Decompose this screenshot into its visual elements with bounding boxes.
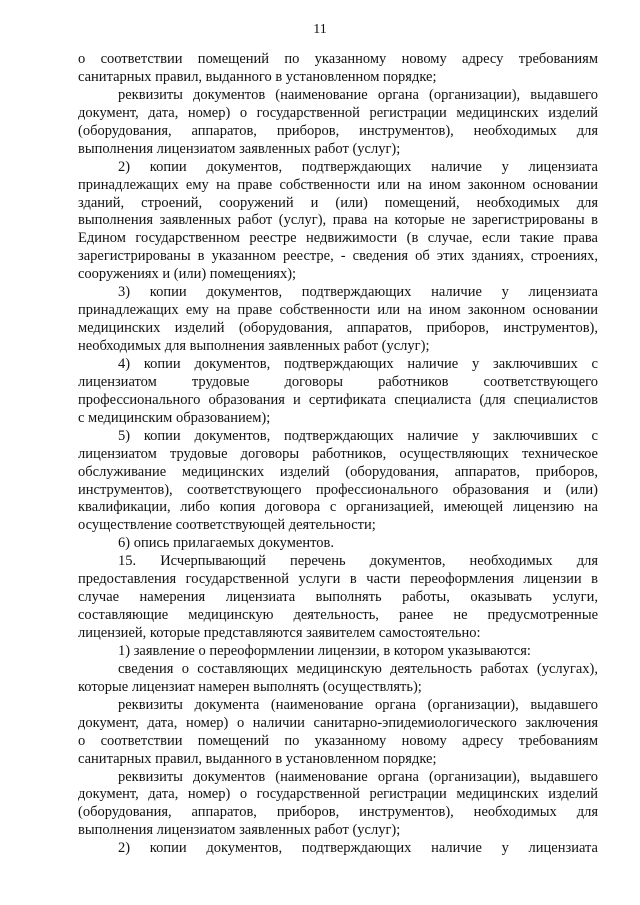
text-line: о соответствии помещений по указанному новому адресу требованиям (78, 732, 598, 749)
text-line: медицинских изделий (оборудования, аппаратов, приборов, инструментов), (78, 320, 598, 337)
text-line: документ, дата, номер) о государственной регистрации медицинских изделий (78, 786, 598, 803)
text-line: которые лицензиат намерен выполнять (осуществлять); (78, 678, 422, 695)
text-line: предоставления государственной услуги в части переоформления лицензии в (78, 571, 598, 588)
text-line: выполнения лицензиатом заявленных работ (услуг); (78, 140, 401, 157)
document-body (78, 51, 598, 858)
text-line: принадлежащих ему на праве собственности или на ином законном основании (78, 302, 598, 319)
text-line: (оборудования, аппаратов, приборов, инструментов), необходимых для (78, 122, 598, 139)
text-line: лицензиатом трудовые договоры работников соответствующего (78, 373, 598, 390)
text-line: 1) заявление о переоформлении лицензии, в котором указываются: (118, 642, 531, 659)
text-line: документ, дата, номер) о государственной регистрации медицинских изделий (78, 104, 598, 121)
text-line: с медицинским образованием); (78, 409, 271, 426)
text-line: 2) копии документов, подтверждающих наличие у лицензиата (118, 158, 598, 175)
text-line: зданий, строений, сооружений и (или) помещений, необходимых для (78, 194, 598, 211)
page-number: 11 (313, 22, 327, 37)
text-line: лицензиатом трудовые договоры работников, осуществляющих техническое (78, 445, 598, 462)
text-line: реквизиты документа (наименование органа (организации), выдавшего (118, 696, 598, 713)
text-line: инструментов), соответствующего профессионального образования и (или) (78, 481, 598, 498)
text-line: 5) копии документов, подтверждающих наличие у заключивших с (118, 427, 598, 444)
text-line: (оборудования, аппаратов, приборов, инструментов), необходимых для (78, 804, 598, 821)
text-line: санитарных правил, выданного в установленном порядке; (78, 68, 437, 85)
text-line: документ, дата, номер) о наличии санитарно-эпидемиологического заключения (78, 714, 598, 731)
text-line: случае намерения лицензиата выполнять работы, оказывать услуги, (78, 589, 598, 606)
text-line: лицензией, которые представляются заявителем самостоятельно: (78, 625, 481, 641)
text-line: сведения о составляющих медицинскую деятельность работах (услугах), (118, 660, 598, 677)
text-line: профессионального образования и сертификата специалиста (для специалистов (78, 391, 598, 408)
text-line: составляющие медицинскую деятельность, ранее не предусмотренные (78, 607, 598, 624)
text-line: реквизиты документов (наименование органа (организации), выдавшего (118, 86, 598, 103)
text-line: квалификации, либо копия договора с организацией, имеющей лицензию на (78, 499, 598, 516)
text-line: сооружениях и (или) помещениях); (78, 266, 297, 283)
text-line: 15. Исчерпывающий перечень документов, необходимых для (118, 553, 598, 570)
text-line: 4) копии документов, подтверждающих наличие у заключивших с (118, 355, 598, 372)
text-line: реквизиты документов (наименование органа (организации), выдавшего (118, 768, 598, 785)
text-line: о соответствии помещений по указанному новому адресу требованиям (78, 51, 598, 67)
text-line: обслуживание медицинских изделий (оборудования, аппаратов, приборов, (78, 463, 598, 480)
text-line: выполнения лицензиатом заявленных работ (услуг); (78, 822, 401, 839)
text-line: санитарных правил, выданного в установленном порядке; (78, 750, 437, 767)
text-line: выполнения заявленных работ (услуг), права на которые не зарегистрированы в (78, 212, 598, 229)
text-line: необходимых для выполнения заявленных работ (услуг); (78, 338, 430, 354)
text-line: 2) копии документов, подтверждающих наличие у лицензиата (118, 840, 598, 857)
text-line: 3) копии документов, подтверждающих наличие у лицензиата (118, 284, 598, 301)
text-line: 6) опись прилагаемых документов. (118, 535, 334, 552)
text-line: осуществление соответствующей деятельности; (78, 517, 376, 534)
text-line: зарегистрированы в указанном реестре, - сведения об этих зданиях, строениях, (78, 248, 598, 265)
text-line: принадлежащих ему на праве собственности или на ином законном основании (78, 176, 598, 193)
text-line: Едином государственном реестре недвижимости (в случае, если такие права (78, 230, 598, 247)
